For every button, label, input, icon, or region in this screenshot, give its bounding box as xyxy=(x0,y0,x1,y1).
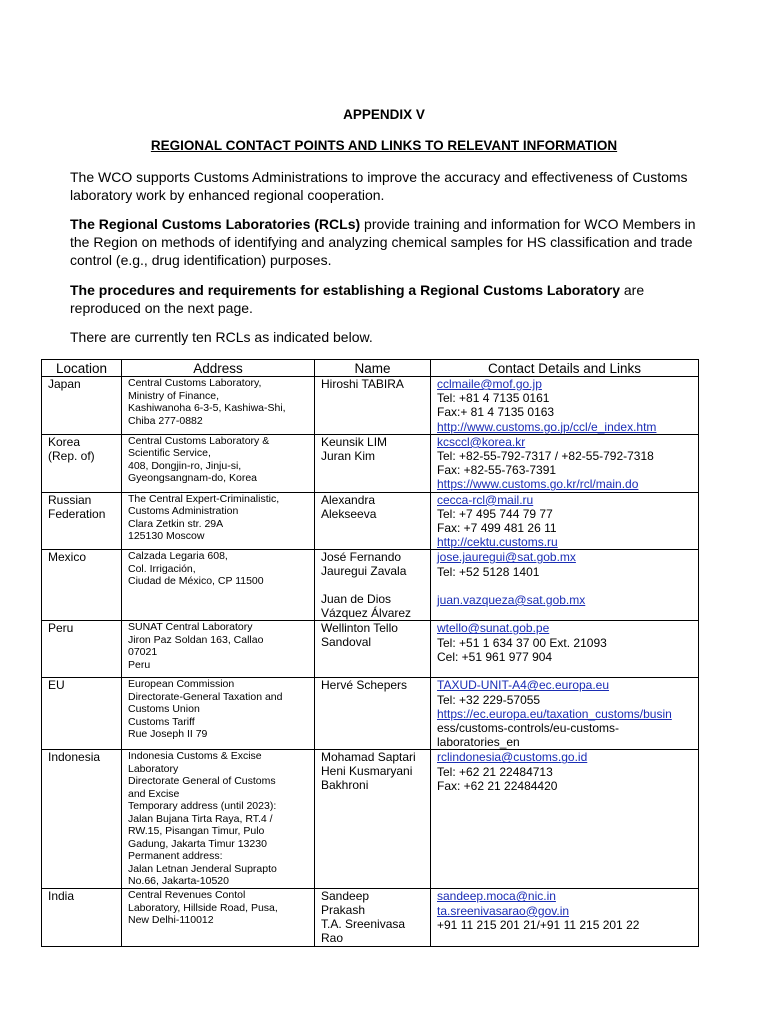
table-row xyxy=(42,377,699,435)
name-cell-line: José Fernando xyxy=(321,550,402,565)
address-cell-line: Peru xyxy=(128,658,151,671)
count-paragraph: There are currently ten RCLs as indicated below. xyxy=(70,329,373,345)
address-cell-line: Clara Zetkin str. 29A xyxy=(128,517,224,530)
rcl-table xyxy=(41,359,699,947)
name-cell-line: Wellinton Tello xyxy=(321,621,398,636)
name-cell-line: Sandeep xyxy=(321,889,370,904)
contact-cell-line: Tel: +81 4 7135 0161 xyxy=(437,391,550,406)
address-cell-line: Gyeongsangnam-do, Korea xyxy=(128,472,257,485)
contact-cell xyxy=(431,492,699,550)
procedures-text: are reproduced on the next page. xyxy=(70,282,645,316)
address-cell-line: The Central Expert-Criminalistic, xyxy=(128,492,280,505)
address-cell-line: Laboratory xyxy=(128,762,179,775)
name-cell-line: T.A. Sreenivasa xyxy=(321,917,406,932)
address-cell-line: Ciudad de México, CP 11500 xyxy=(128,575,264,588)
contact-link[interactable]: http://cektu.customs.ru xyxy=(437,535,558,550)
address-cell xyxy=(122,377,315,435)
name-cell xyxy=(315,434,431,492)
contact-cell-line: +91 11 215 201 21/+91 11 215 201 22 xyxy=(437,917,640,932)
contact-link[interactable]: http://www.customs.go.jp/ccl/e_index.htm xyxy=(437,419,657,434)
location-cell-line: Indonesia xyxy=(48,750,101,765)
address-cell xyxy=(122,889,315,947)
appendix-heading: APPENDIX V xyxy=(343,107,425,122)
contact-cell-line: Fax: +82-55-763-7391 xyxy=(437,463,557,478)
address-cell-line: 07021 xyxy=(128,646,158,659)
contact-link[interactable]: cclmaile@mof.go.jp xyxy=(437,377,542,391)
name-cell-line: Mohamad Saptari xyxy=(321,750,416,765)
location-cell xyxy=(42,621,122,678)
procedures-bold-text: The procedures and requirements for establishing a Regional Customs Laboratory xyxy=(70,282,620,298)
contact-cell-line: ess/customs-controls/eu-customs- xyxy=(437,721,620,736)
name-cell xyxy=(315,889,431,947)
address-cell xyxy=(122,621,315,678)
address-cell-line: Jalan Letnan Jenderal Suprapto xyxy=(128,862,277,875)
table-row xyxy=(42,889,699,947)
address-cell-line: Directorate-General Taxation and xyxy=(128,690,283,703)
address-cell-line: Kashiwanoha 6-3-5, Kashiwa-Shi, xyxy=(128,402,286,414)
contact-cell xyxy=(431,889,699,947)
address-cell-line: European Commission xyxy=(128,678,235,691)
contact-cell-line: Tel: +7 495 744 79 77 xyxy=(437,506,553,521)
location-cell-line: India xyxy=(48,889,75,904)
spacer xyxy=(437,579,692,593)
contact-link[interactable]: juan.vazqueza@sat.gob.mx xyxy=(437,592,586,607)
address-cell-line: SUNAT Central Laboratory xyxy=(128,621,253,634)
address-cell xyxy=(122,550,315,621)
table-row xyxy=(42,621,699,678)
name-cell-line: Keunsik LIM xyxy=(321,434,388,449)
address-cell-line: and Excise xyxy=(128,787,180,800)
contact-cell-line: Tel: +32 229-57055 xyxy=(437,692,541,707)
location-cell-line: Russian xyxy=(48,492,92,507)
location-cell xyxy=(42,550,122,621)
address-cell xyxy=(122,434,315,492)
name-cell-line: Alekseeva xyxy=(321,506,377,521)
address-cell-line: Customs Administration xyxy=(128,505,239,518)
contact-link[interactable]: https://www.customs.go.kr/rcl/main.do xyxy=(437,477,639,492)
location-cell-line: Federation xyxy=(48,506,106,521)
name-cell-line: Juan de Dios xyxy=(321,592,392,607)
header-contact: Contact Details and Links xyxy=(431,360,699,377)
location-cell-line: (Rep. of) xyxy=(48,448,95,463)
name-cell-line: Jauregui Zavala xyxy=(321,564,407,579)
contact-cell-line: Fax: +62 21 22484420 xyxy=(437,778,558,793)
address-cell-line: No.66, Jakarta-10520 xyxy=(128,875,229,888)
name-cell-line: Rao xyxy=(321,931,344,946)
contact-cell-line: Fax: +7 499 481 26 11 xyxy=(437,521,557,536)
contact-cell-line: Tel: +52 5128 1401 xyxy=(437,564,540,579)
address-cell xyxy=(122,750,315,889)
rcl-bold-text: The Regional Customs Laboratories (RCLs) xyxy=(70,216,361,232)
table-body xyxy=(42,377,699,947)
address-cell-line: Jiron Paz Soldan 163, Callao xyxy=(128,633,264,646)
address-cell-line: Col. Irrigación, xyxy=(128,562,196,575)
name-cell-line: Hiroshi TABIRA xyxy=(321,377,404,391)
name-cell-line: Juran Kim xyxy=(321,448,376,463)
name-cell-line: Heni Kusmaryani xyxy=(321,764,413,779)
intro-paragraph: The WCO supports Customs Administrations to improve the accuracy and effectiveness of Customs laboratory work by enhanced regional cooperation. xyxy=(70,169,688,203)
table-row xyxy=(42,750,699,889)
table-header-row xyxy=(42,360,699,377)
address-cell-line: Ministry of Finance, xyxy=(128,389,220,402)
address-cell-line: Jalan Bujana Tirta Raya, RT.4 / xyxy=(128,812,273,825)
name-cell xyxy=(315,678,431,750)
address-cell-line: Permanent address: xyxy=(128,850,223,863)
table-row xyxy=(42,678,699,750)
contact-cell xyxy=(431,550,699,621)
header-name: Name xyxy=(315,360,431,377)
name-cell xyxy=(315,621,431,678)
address-cell-line: Calzada Legaria 608, xyxy=(128,550,228,563)
address-cell-line: Temporary address (until 2023): xyxy=(128,800,277,813)
table-row xyxy=(42,492,699,550)
location-cell-line: Korea xyxy=(48,434,81,449)
address-cell-line: Scientific Service, xyxy=(128,447,211,460)
location-cell-line: Japan xyxy=(48,377,81,391)
section-subheading: REGIONAL CONTACT POINTS AND LINKS TO RELEVANT INFORMATION xyxy=(150,138,618,153)
contact-link[interactable]: ta.sreenivasarao@gov.in xyxy=(437,903,570,918)
contact-link[interactable]: TAXUD-UNIT-A4@ec.europa.eu xyxy=(437,678,610,693)
procedures-paragraph xyxy=(70,281,710,317)
location-cell xyxy=(42,678,122,750)
spacer xyxy=(321,578,424,592)
contact-cell-line: Cel: +51 961 977 904 xyxy=(437,649,553,664)
contact-cell xyxy=(431,750,699,889)
header-location: Location xyxy=(42,360,122,377)
contact-cell xyxy=(431,621,699,678)
address-cell-line: Rue Joseph II 79 xyxy=(128,728,208,741)
table-row xyxy=(42,550,699,621)
address-cell-line: Central Customs Laboratory, xyxy=(128,377,262,389)
location-cell-line: EU xyxy=(48,678,65,693)
rcl-text: provide training and information for WCO Members in the Region on methods of identifying and analyzing chemical samples for HS classification and trade control (e.g., drug identification) purposes. xyxy=(70,216,696,268)
name-cell-line: Hervé Schepers xyxy=(321,678,408,693)
address-cell-line: RW.15, Pisangan Timur, Pulo xyxy=(128,825,265,838)
contact-cell xyxy=(431,434,699,492)
name-cell-line: Alexandra xyxy=(321,492,376,507)
name-cell-line: Sandoval xyxy=(321,635,372,650)
address-cell-line: Directorate General of Customs xyxy=(128,775,276,788)
name-cell xyxy=(315,550,431,621)
header-address: Address xyxy=(122,360,315,377)
contact-link[interactable]: wtello@sunat.gob.pe xyxy=(437,621,550,636)
location-cell-line: Mexico xyxy=(48,550,87,565)
table-row xyxy=(42,434,699,492)
location-cell xyxy=(42,492,122,550)
address-cell-line: Chiba 277-0882 xyxy=(128,414,203,427)
contact-link[interactable]: rclindonesia@customs.go.id xyxy=(437,750,588,765)
address-cell-line: Customs Union xyxy=(128,703,200,716)
name-cell xyxy=(315,492,431,550)
address-cell-line: New Delhi-110012 xyxy=(128,914,214,927)
address-cell xyxy=(122,492,315,550)
rcl-paragraph xyxy=(70,215,710,269)
location-cell xyxy=(42,434,122,492)
address-cell-line: Gadung, Jakarta Timur 13230 xyxy=(128,837,267,850)
contact-link[interactable]: kcsccl@korea.kr xyxy=(437,434,526,449)
name-cell-line: Bakhroni xyxy=(321,778,369,793)
contact-link[interactable]: jose.jauregui@sat.gob.mx xyxy=(437,550,576,565)
location-cell xyxy=(42,889,122,947)
name-cell-line: Vázquez Álvarez xyxy=(321,606,412,621)
contact-cell-line: laboratories_en xyxy=(437,735,520,750)
address-cell-line: Laboratory, Hillside Road, Pusa, xyxy=(128,901,278,914)
contact-cell-line: Tel: +51 1 634 37 00 Ext. 21093 xyxy=(437,635,607,650)
location-cell-line: Peru xyxy=(48,621,74,636)
address-cell-line: Customs Tariff xyxy=(128,715,195,728)
contact-link[interactable]: sandeep.moca@nic.in xyxy=(437,889,556,904)
contact-cell xyxy=(431,377,699,435)
contact-link[interactable]: cecca-rcl@mail.ru xyxy=(437,492,534,507)
location-cell xyxy=(42,377,122,435)
address-cell-line: 408, Dongjin-ro, Jinju-si, xyxy=(128,459,242,472)
name-cell-line: Prakash xyxy=(321,903,366,918)
address-cell-line: Indonesia Customs & Excise xyxy=(128,750,262,763)
address-cell-line: Central Revenues Contol xyxy=(128,889,246,902)
contact-link[interactable]: https://ec.europa.eu/taxation_customs/busin xyxy=(437,706,672,721)
name-cell xyxy=(315,377,431,435)
address-cell-line: 125130 Moscow xyxy=(128,530,205,543)
address-cell xyxy=(122,678,315,750)
name-cell xyxy=(315,750,431,889)
contact-cell-line: Fax:+ 81 4 7135 0163 xyxy=(437,405,555,420)
address-cell-line: Central Customs Laboratory & xyxy=(128,434,270,447)
location-cell xyxy=(42,750,122,889)
contact-cell-line: Tel: +62 21 22484713 xyxy=(437,764,553,779)
contact-cell-line: Tel: +82-55-792-7317 / +82-55-792-7318 xyxy=(437,449,654,464)
contact-cell xyxy=(431,678,699,750)
